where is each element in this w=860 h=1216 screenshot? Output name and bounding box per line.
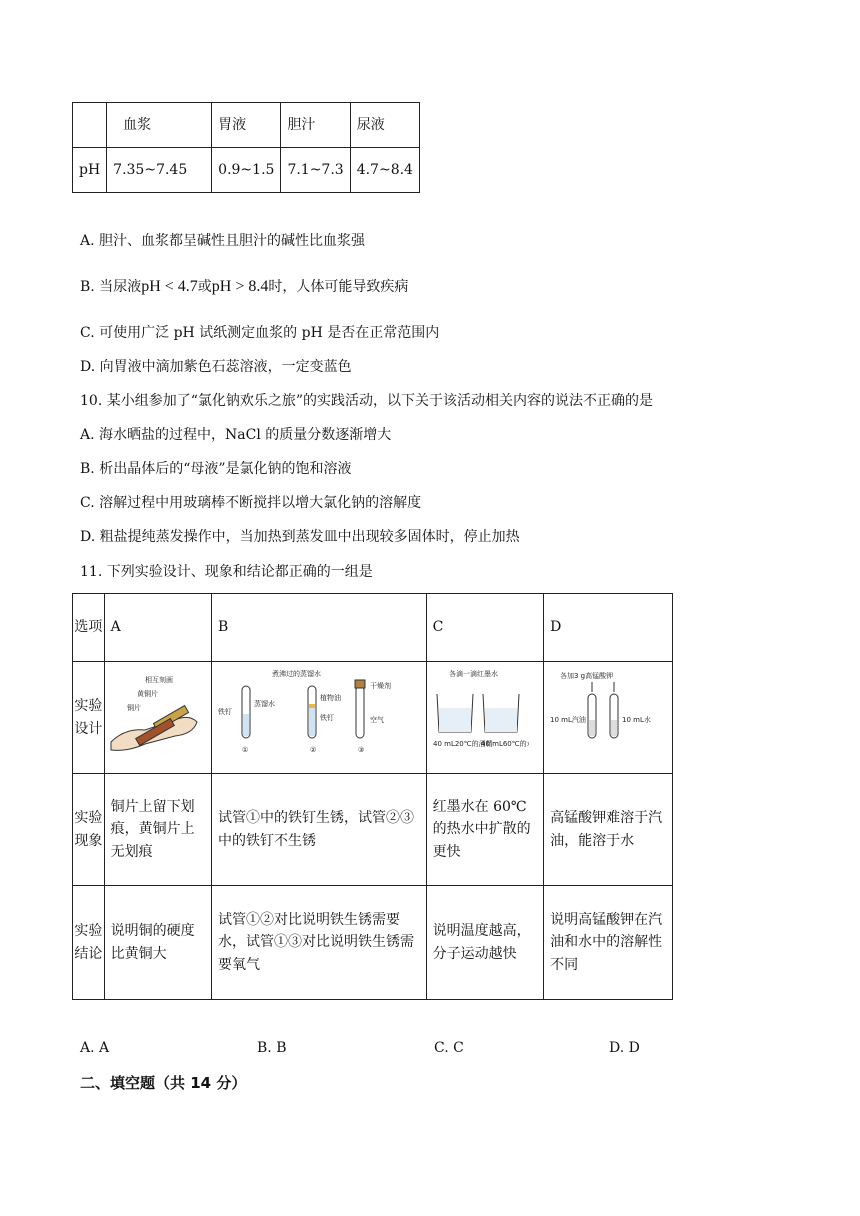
option-text: 或: [197, 279, 212, 295]
q10-stem: 10. 某小组参加了“氯化钠欢乐之旅”的实践活动，以下关于该活动相关内容的说法不正确的是: [80, 393, 654, 409]
test-tube-icon: [356, 686, 364, 738]
math-expression: pH > 8.4: [211, 278, 269, 295]
scratch-test-figure: [105, 670, 209, 758]
q9-option-a: A. 胆汁、血浆都呈碱性且胆汁的碱性比血浆强: [80, 233, 366, 249]
figure-label: 铁钉: [217, 707, 232, 716]
section-heading: 二、填空题（共 14 分）: [80, 1074, 247, 1092]
figure-label: 黄铜片: [136, 689, 158, 698]
figure-label: 铁钉: [319, 713, 334, 722]
q10-option-a: A. 海水晒盐的过程中，NaCl 的质量分数逐渐增大: [80, 427, 392, 443]
figure-label: 植物油: [319, 693, 341, 702]
solubility-test-figure: [544, 666, 656, 762]
table-cell: 4.7~8.4: [350, 148, 419, 193]
table-cell: 胆汁: [281, 103, 350, 148]
option-header: A: [104, 594, 211, 662]
table-row: [73, 148, 420, 193]
table-cell: 说明温度越高，分子运动越快: [426, 886, 544, 1000]
table-cell: 尿液: [350, 103, 419, 148]
q10-option-b: B. 析出晶体后的“母液”是氯化钠的饱和溶液: [80, 461, 352, 477]
figure-label: ②: [309, 745, 317, 754]
figure-label: 相互刻画: [144, 675, 173, 684]
option-text: B. 当尿液: [80, 279, 142, 295]
liquid-level: [589, 720, 595, 736]
oil-layer: [309, 704, 315, 708]
table-cell: 试管①中的铁钉生锈，试管②③中的铁钉不生锈: [211, 774, 426, 886]
figure-label: 干燥剂: [369, 681, 391, 690]
figure-cell: [426, 662, 544, 774]
answer-option-a: A. A: [80, 1040, 110, 1056]
q11-table: [72, 593, 673, 1000]
table-row: [73, 662, 673, 774]
figure-label: 40 mL60℃的水: [480, 739, 529, 748]
figure-label: 10 mL水: [622, 715, 652, 724]
answer-option-d: D. D: [609, 1040, 640, 1056]
figure-label: 各滴一滴红墨水: [448, 669, 498, 678]
table-cell: 7.35~7.45: [107, 148, 212, 193]
water-level: [309, 708, 315, 736]
row-label: 实验结论: [73, 886, 105, 1000]
table-cell: 高锰酸钾难溶于汽油，能溶于水: [544, 774, 673, 886]
option-text: 时，人体可能导致疾病: [268, 279, 409, 295]
table-cell: 铜片上留下划痕，黄铜片上无划痕: [104, 774, 211, 886]
table-cell: 胃液: [212, 103, 281, 148]
figure-label: 蒸馏水: [253, 699, 275, 708]
stopper-icon: [355, 680, 365, 688]
table-row: [73, 774, 673, 886]
figure-label: 10 mL汽油: [550, 715, 587, 724]
figure-label: 铜片: [126, 703, 141, 712]
water-level: [243, 714, 249, 736]
table-cell: 试管①②对比说明铁生锈需要水，试管①③对比说明铁生锈需要氧气: [211, 886, 426, 1000]
row-label: 选项: [73, 594, 105, 662]
figure-label: ③: [357, 745, 365, 754]
liquid-level: [485, 708, 517, 732]
figure-cell: [211, 662, 426, 774]
table-cell: 红墨水在 60℃的热水中扩散的更快: [426, 774, 544, 886]
figure-label: 空气: [369, 715, 384, 724]
math-expression: pH < 4.7: [141, 278, 198, 295]
rust-test-figure: [212, 664, 408, 764]
row-label: 实验现象: [73, 774, 105, 886]
table-row: [73, 594, 673, 662]
liquid-level: [439, 708, 471, 732]
option-header: D: [544, 594, 673, 662]
table-cell: 说明高锰酸钾在汽油和水中的溶解性不同: [544, 886, 673, 1000]
figure-cell: [104, 662, 211, 774]
diffusion-test-figure: [427, 666, 529, 762]
table-cell: 7.1~7.3: [281, 148, 350, 193]
figure-label: 煮沸过的蒸馏水: [271, 669, 321, 678]
q9-option-c: C. 可使用广泛 pH 试纸测定血浆的 pH 是否在正常范围内: [80, 325, 440, 341]
figure-cell: [544, 662, 673, 774]
figure-label: 40 mL20℃的酒精: [432, 739, 493, 748]
liquid-level: [611, 720, 617, 736]
row-label: 实验设计: [73, 662, 105, 774]
table-row: [73, 886, 673, 1000]
q10-option-c: C. 溶解过程中用玻璃棒不断搅拌以增大氯化钠的溶解度: [80, 495, 422, 511]
figure-label: 各加3 g高锰酸钾: [560, 671, 614, 680]
q9-option-d: D. 向胃液中滴加紫色石蕊溶液，一定变蓝色: [80, 359, 352, 375]
q9-option-b: [80, 276, 408, 296]
table-cell: 说明铜的硬度比黄铜大: [104, 886, 211, 1000]
table-cell: 血浆: [107, 103, 212, 148]
q11-stem: 11. 下列实验设计、现象和结论都正确的一组是: [80, 564, 373, 580]
q10-option-d: D. 粗盐提纯蒸发操作中，当加热到蒸发皿中出现较多固体时，停止加热: [80, 529, 520, 545]
option-header: B: [211, 594, 426, 662]
table-row: [73, 103, 420, 148]
answer-option-b: B. B: [257, 1040, 287, 1056]
answer-option-c: C. C: [434, 1040, 464, 1056]
option-header: C: [426, 594, 544, 662]
figure-label: ①: [241, 745, 249, 754]
table-cell: 0.9~1.5: [212, 148, 281, 193]
ph-table: [72, 102, 420, 193]
table-cell: [73, 103, 107, 148]
table-cell: pH: [73, 148, 107, 193]
